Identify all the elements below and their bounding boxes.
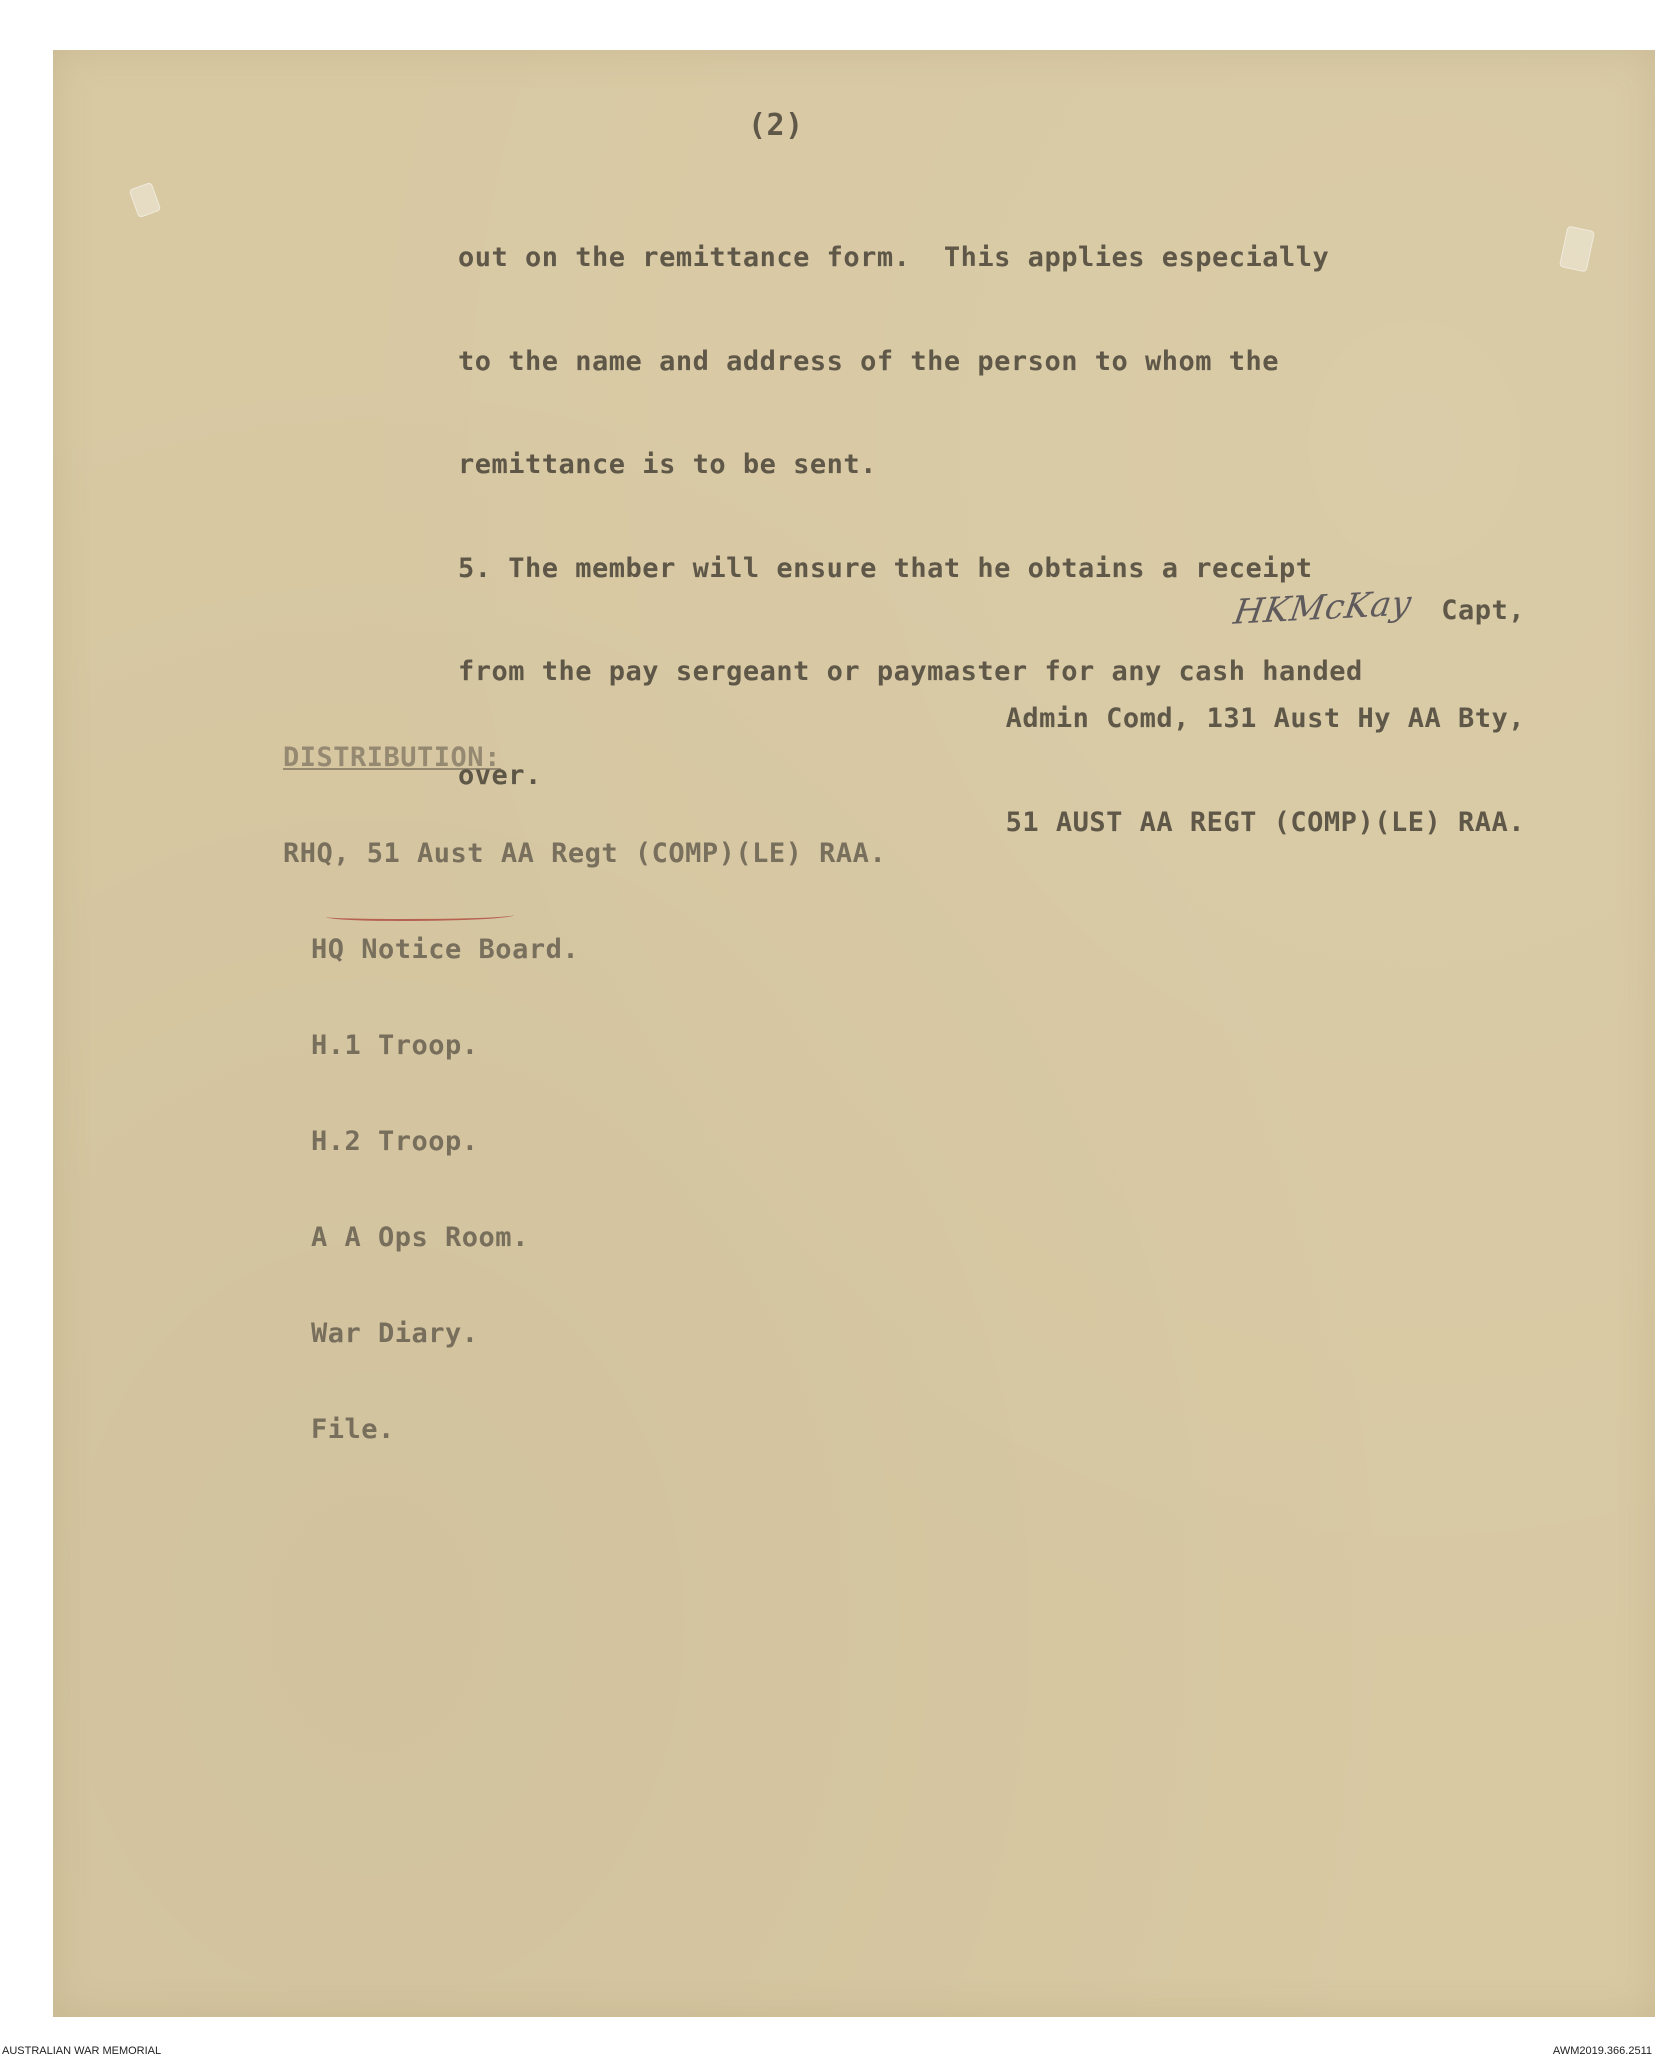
body-line: to the name and address of the person to whom the [458,345,1280,377]
signature-unit-line: 51 AUST AA REGT (COMP)(LE) RAA. [1005,806,1525,838]
tape-mark [129,182,162,218]
distribution-list [283,678,886,1510]
document-page [53,50,1655,2017]
footer-archive-name: AUSTRALIAN WAR MEMORIAL [2,2045,162,2057]
footer-archive-id: AWM2019.366.2511 [1552,2045,1652,2057]
body-line: from the pay sergeant or paymaster for any cash handed [458,656,1363,687]
tape-mark [1559,226,1595,273]
distribution-heading: DISTRIBUTION: [283,742,501,773]
distribution-item: A A Ops Room. [311,1222,529,1253]
signature-rank: Capt, [1441,595,1525,626]
distribution-item: H.2 Troop. [311,1126,479,1157]
signature-block [1006,522,1525,909]
body-line: 5. The member will ensure that he obtains a receipt [458,552,1313,584]
distribution-item: War Diary. [311,1318,479,1349]
page-number: (2) [748,108,804,143]
distribution-item: HQ Notice Board. [311,934,580,965]
body-line: remittance is to be sent. [458,449,877,480]
distribution-item: File. [311,1414,395,1445]
body-line: over. [458,759,542,791]
handwritten-signature: HKMcKay [1230,583,1415,633]
body-line: out on the remittance form. This applies especially [458,242,1330,273]
distribution-item: RHQ, 51 Aust AA Regt (COMP)(LE) RAA. [283,838,887,869]
distribution-item: H.1 Troop. [311,1030,479,1061]
signature-row [1006,583,1525,633]
signature-title-line: Admin Comd, 131 Aust Hy AA Bty, [1005,703,1525,734]
